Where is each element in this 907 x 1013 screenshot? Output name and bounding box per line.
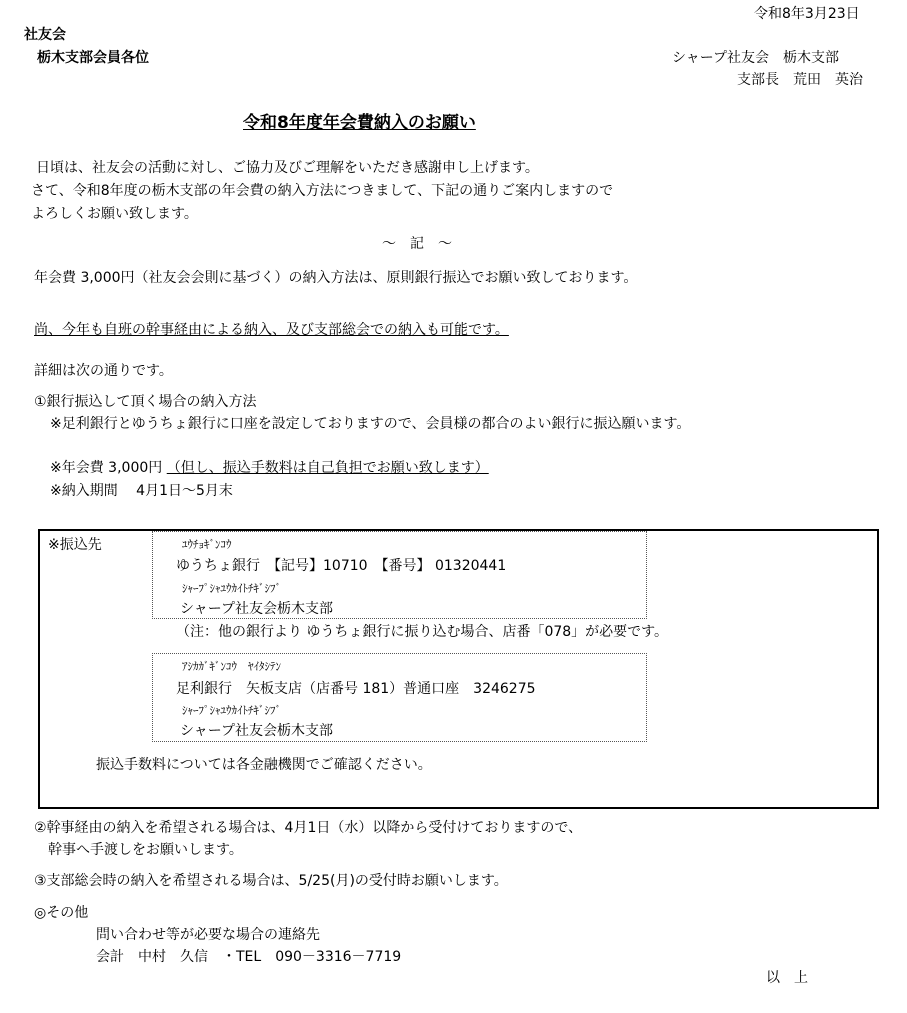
yucho-holder-kana: ｼｬｰﾌﾟｼｬﾕｳｶｲﾄﾁｷﾞｼﾌﾞ: [182, 582, 281, 595]
section2-line-1: ②幹事経由の納入を希望される場合は、4月1日（水）以降から受付けておりますので、: [34, 820, 583, 836]
details-intro: 詳細は次の通りです。: [34, 363, 173, 379]
sender-name: 支部長 荒田 英治: [737, 72, 863, 88]
yucho-bank-kana: ﾕｳﾁｮｷﾞﾝｺｳ: [182, 538, 232, 551]
transfer-destination-label: ※振込先: [48, 537, 102, 553]
payment-method: 年会費 3,000円（社友会会則に基づく）の納入方法は、原則銀行振込でお願い致しております。: [34, 270, 638, 286]
annual-fee-amount: ※年会費 3,000円: [50, 460, 167, 476]
document-date: 令和8年3月23日: [754, 6, 860, 22]
section1-bank-note: ※足利銀行とゆうちょ銀行に口座を設定しておりますので、会員様の都合のよい銀行に振込願います。: [50, 416, 691, 432]
document-title: 令和8年度年会費納入のお願い: [243, 113, 476, 133]
intro-line-2: さて、令和8年度の栃木支部の年会費の納入方法につきまして、下記の通りご案内しますので: [31, 183, 614, 199]
sender-organization: シャープ社友会 栃木支部: [672, 50, 840, 66]
section2-line-2: 幹事へ手渡しをお願いします。: [34, 842, 243, 858]
yucho-branch-note: （注：他の銀行より ゆうちょ銀行に振り込む場合、店番「078」が必要です。: [176, 624, 669, 640]
ashikaga-holder-name: シャープ社友会栃木支部: [180, 723, 334, 739]
ashikaga-holder-kana: ｼｬｰﾌﾟｼｬﾕｳｶｲﾄﾁｷﾞｼﾌﾞ: [182, 704, 281, 717]
section1-heading: ①銀行振込して頂く場合の納入方法: [34, 394, 257, 410]
ki-heading: ～ 記 ～: [382, 236, 452, 252]
alternative-payment-note: 尚、今年も自班の幹事経由による納入、及び支部総会での納入も可能です。: [34, 322, 509, 338]
annual-fee-line: [50, 460, 489, 477]
payment-period: ※納入期間 4月1日～5月末: [50, 483, 233, 499]
ashikaga-account-line: 足利銀行 矢板支店（店番号 181）普通口座 3246275: [176, 681, 536, 697]
closing: 以 上: [766, 970, 808, 986]
yucho-account-line: ゆうちょ銀行 【記号】10710 【番号】 01320441: [176, 558, 507, 574]
other-heading: ◎その他: [34, 905, 89, 921]
transfer-fee-info: 振込手数料については各金融機関でご確認ください。: [96, 757, 432, 773]
intro-line-3: よろしくお願い致します。: [31, 206, 198, 222]
transfer-fee-note: （但し、振込手数料は自己負担でお願い致します）: [166, 460, 489, 476]
intro-line-1: 日頃は、社友会の活動に対し、ご協力及びご理解をいただき感謝申し上げます。: [36, 160, 539, 176]
addressee: 栃木支部会員各位: [37, 50, 149, 66]
ashikaga-bank-kana: ｱｼｶｶﾞｷﾞﾝｺｳ ﾔｲﾀｼﾃﾝ: [182, 660, 281, 673]
contact-label: 問い合わせ等が必要な場合の連絡先: [96, 927, 320, 943]
organization-name: 社友会: [24, 27, 66, 43]
contact-info: 会計 中村 久信 ・TEL 090－3316－7719: [96, 949, 402, 965]
yucho-holder-name: シャープ社友会栃木支部: [180, 601, 334, 617]
section3-line: ③支部総会時の納入を希望される場合は、5/25(月)の受付時お願いします。: [34, 873, 508, 889]
